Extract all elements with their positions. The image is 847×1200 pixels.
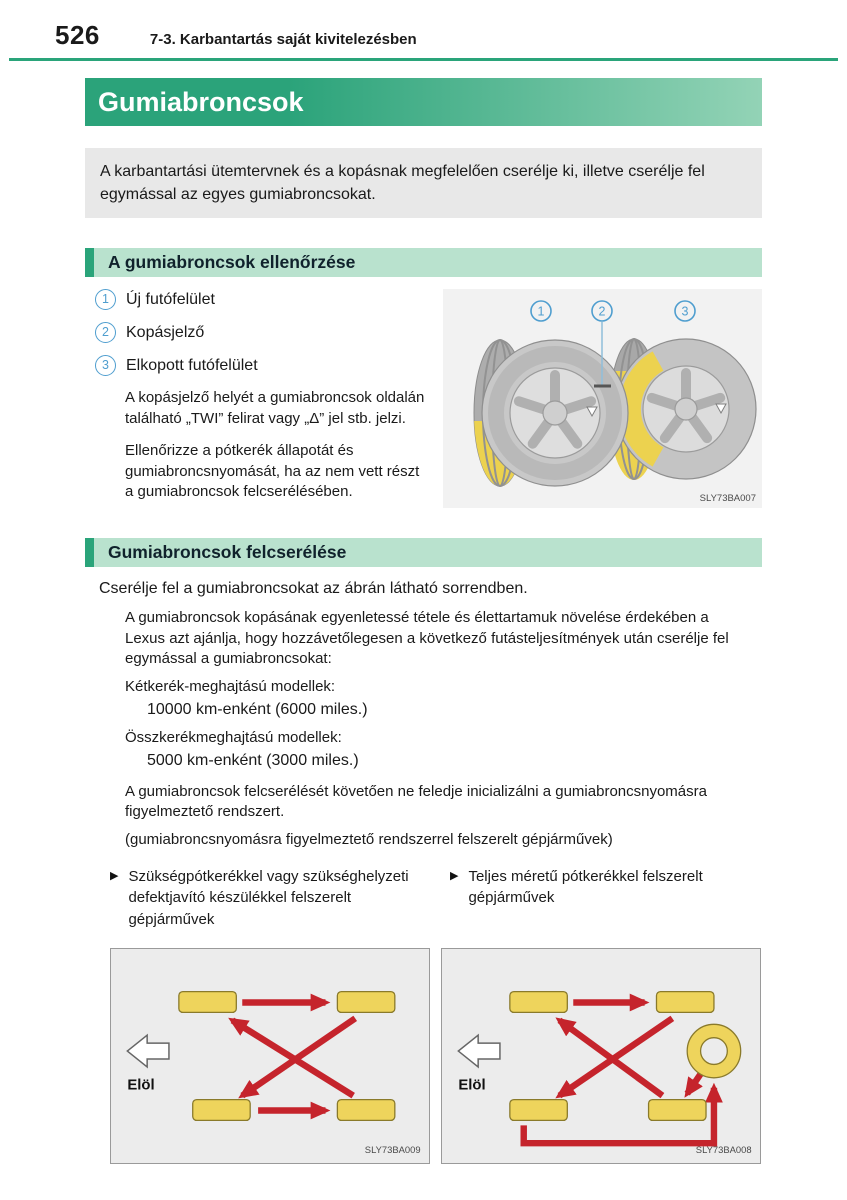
- legend-item: [95, 289, 443, 310]
- bullet-compact-spare: [110, 866, 420, 930]
- rotation-pattern-compact: [111, 949, 429, 1163]
- init-note-paragraph: A gumiabroncsok felcserélését követően ne feledje inicializálni a gumiabroncsnyomásra figyelmeztető rendszert.: [125, 782, 707, 821]
- all-wheel-value: 5000 km-enként (3000 miles.): [147, 752, 359, 770]
- figure-code-label: SLY73BA008: [695, 1143, 752, 1155]
- figure-code-label: SLY73BA009: [364, 1143, 421, 1155]
- figure-callout-3: 3: [681, 304, 689, 319]
- front-direction-icon: [458, 1035, 500, 1067]
- legend-label: Elkopott futófelület: [126, 356, 258, 374]
- inspection-text-column: [85, 289, 443, 508]
- worn-tire-illustration: [609, 338, 756, 480]
- equip-note-paragraph: (gumiabroncsnyomásra figyelmeztető rendszerrel felszerelt gépjárművek): [125, 830, 613, 848]
- front-label: Elöl: [458, 1077, 486, 1094]
- tire-wear-figure: [443, 289, 762, 508]
- legend-label: Új futófelület: [126, 290, 215, 308]
- figure-callout-1: 1: [537, 304, 545, 319]
- legend-label: Kopásjelző: [126, 323, 205, 341]
- tire-rect: [193, 1099, 250, 1120]
- bullet-text: Szükségpótkerékkel vagy szükséghelyzeti defektjavító készülékkel felszerelt gépjárművek: [128, 868, 409, 928]
- all-wheel-label: Összkerékmeghajtású modellek:: [125, 728, 342, 746]
- tire-rect: [337, 991, 394, 1012]
- rotation-lead-paragraph: Cserélje fel a gumiabroncsokat az ábrán látható sorrendben.: [99, 580, 528, 598]
- rotation-pattern-fullsize: [442, 949, 760, 1163]
- figure-callout-2: 2: [598, 304, 606, 319]
- page-number: 526: [55, 20, 100, 50]
- rotation-diagrams: [110, 948, 762, 1164]
- title-banner: Gumiabroncsok: [85, 78, 762, 126]
- page-header: [9, 0, 838, 61]
- rotation-arrows: [232, 1002, 355, 1110]
- legend-item: [95, 355, 443, 376]
- front-direction-icon: [127, 1035, 169, 1067]
- new-tire-illustration: [474, 340, 628, 486]
- tire-wear-illustration: [443, 289, 762, 508]
- chapter-title: 7-3. Karbantartás saját kivitelezésben: [149, 31, 417, 48]
- callout-badge-3: 3: [95, 355, 116, 376]
- paragraph-wear-indicator: A kopásjelző helyét a gumiabroncsok oldalán található „TWI” felirat vagy „Δ” jel stb. jelzi.: [125, 389, 425, 427]
- callout-badge-1: 1: [95, 289, 116, 310]
- rotation-diagram-fullsize: [441, 948, 761, 1164]
- bullet-fullsize-spare: [450, 866, 750, 930]
- tire-rect: [179, 991, 236, 1012]
- intro-box: A karbantartási ütemtervnek és a kopásnak megfelelően cserélje ki, illetve cserélje fel egymással az egyes gumiabroncsokat.: [85, 148, 762, 218]
- spare-tire-icon: [687, 1024, 741, 1078]
- rotation-body-paragraph: A gumiabroncsok kopásának egyenletessé tétele és élettartamuk növelése érdekében a Lexus azt ajánlja, hogy hozzávetőlegesen a következő futásteljesítmények után cserélje fel egymással a gumiabroncsokat:: [125, 609, 729, 668]
- figure-code-label: SLY73BA007: [699, 493, 756, 505]
- section-heading-inspection: A gumiabroncsok ellenőrzése: [85, 248, 762, 277]
- tire-rect: [649, 1099, 706, 1120]
- tire-rect: [337, 1099, 394, 1120]
- rotation-arrows: [524, 1002, 714, 1143]
- two-wheel-label: Kétkerék-meghajtású modellek:: [125, 677, 336, 695]
- rotation-diagram-compact: [110, 948, 430, 1164]
- callout-badge-2: 2: [95, 322, 116, 343]
- tire-rect: [510, 1099, 567, 1120]
- front-label: Elöl: [127, 1077, 155, 1094]
- arrow-bullet-icon: ▶: [110, 870, 119, 882]
- two-wheel-value: 10000 km-enként (6000 miles.): [147, 700, 368, 718]
- section-heading-rotation: Gumiabroncsok felcserélése: [85, 538, 762, 567]
- paragraph-spare-check: Ellenőrizze a pótkerék állapotát és gumiabroncsnyomását, ha az nem vett részt a gumiabroncsok felcserélésében.: [125, 442, 420, 500]
- inspection-columns: [85, 289, 762, 508]
- page-content: [85, 78, 762, 1164]
- tire-rect: [510, 991, 567, 1012]
- bullet-text: Teljes méretű pótkerékkel felszerelt gépjárművek: [468, 868, 703, 907]
- rotation-body-block: [125, 608, 743, 850]
- tire-rect: [656, 991, 713, 1012]
- legend-item: [95, 322, 443, 343]
- inspection-figure-column: [443, 289, 762, 508]
- arrow-bullet-icon: ▶: [450, 870, 459, 882]
- vehicle-type-bullets: [110, 866, 762, 930]
